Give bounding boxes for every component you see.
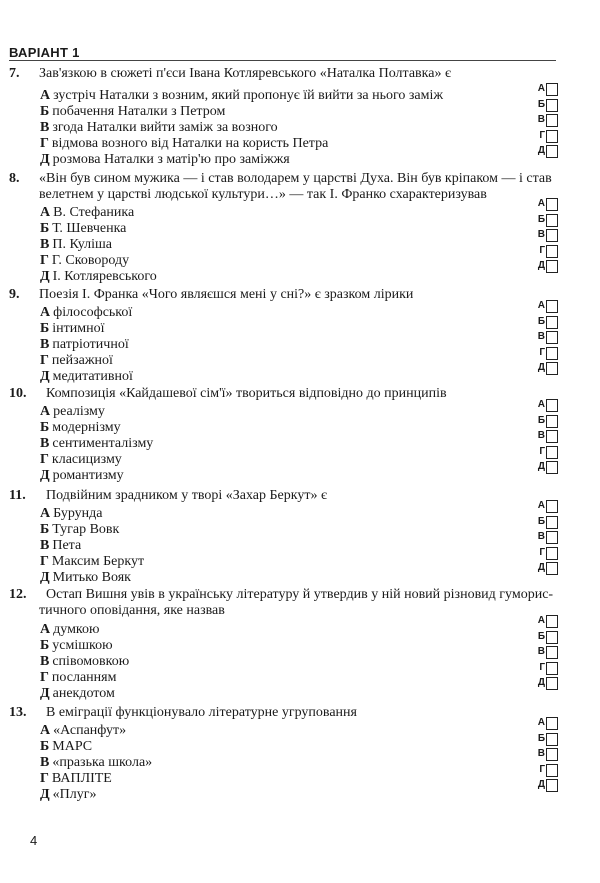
- option-letter: Г: [40, 670, 49, 685]
- answer-checkbox[interactable]: [546, 430, 558, 443]
- answer-checkbox[interactable]: [546, 83, 558, 96]
- question-stem: [9, 66, 556, 82]
- answer-box-letter: Г: [539, 244, 545, 256]
- answer-box-letter: Д: [537, 260, 545, 271]
- answer-box[interactable]: [535, 733, 558, 747]
- answer-box-letter: А: [537, 615, 545, 626]
- answer-box-letter: Б: [537, 732, 545, 744]
- answer-option: [40, 88, 443, 104]
- answer-option: [40, 436, 153, 452]
- answer-option: [40, 622, 99, 638]
- answer-checkbox[interactable]: [546, 99, 558, 112]
- answer-option: [40, 686, 115, 702]
- answer-box[interactable]: [535, 229, 558, 243]
- answer-box[interactable]: [535, 615, 558, 629]
- answer-checkbox[interactable]: [546, 717, 558, 730]
- answer-box-letter: В: [537, 430, 545, 441]
- option-text: МАРС: [52, 739, 93, 754]
- answer-box[interactable]: [535, 516, 558, 530]
- answer-box-letter: В: [537, 748, 545, 759]
- answer-checkbox[interactable]: [546, 198, 558, 211]
- answer-option: [40, 468, 124, 484]
- answer-checkbox[interactable]: [546, 779, 558, 792]
- answer-box[interactable]: [535, 748, 558, 762]
- answer-box[interactable]: [535, 399, 558, 413]
- option-letter: А: [40, 404, 51, 419]
- option-text: розмова Наталки з матір'ю про заміжжя: [52, 152, 290, 167]
- answer-checkbox[interactable]: [546, 764, 558, 777]
- answer-option: [40, 554, 144, 570]
- question-number: 10.: [9, 386, 27, 401]
- answer-box[interactable]: [535, 677, 558, 691]
- option-letter: Б: [40, 104, 50, 119]
- answer-option: [40, 237, 112, 253]
- question-text: Подвійним зрадником у творі «Захар Беркут» є: [46, 488, 327, 503]
- option-text: Максим Беркут: [51, 554, 145, 569]
- answer-option: [40, 221, 126, 237]
- answer-checkbox[interactable]: [546, 646, 558, 659]
- answer-box[interactable]: [535, 415, 558, 429]
- answer-box-letter: Г: [539, 661, 545, 673]
- answer-box-letter: А: [537, 717, 545, 728]
- answer-box[interactable]: [535, 300, 558, 314]
- option-letter: А: [40, 622, 51, 637]
- answer-checkbox[interactable]: [546, 677, 558, 690]
- answer-box-letter: Г: [539, 346, 545, 358]
- answer-option: [40, 538, 81, 554]
- answer-option: [40, 638, 113, 654]
- answer-box-letter: Б: [537, 213, 545, 225]
- answer-box[interactable]: [535, 547, 558, 561]
- option-text: відмова возного від Наталки на користь Петра: [51, 136, 329, 151]
- answer-option: [40, 305, 132, 321]
- answer-box-letter: В: [537, 114, 545, 125]
- option-letter: Г: [40, 452, 49, 467]
- option-text: «празька школа»: [52, 755, 153, 770]
- answer-box-letter: А: [537, 300, 545, 311]
- question-text-continued: тичного оповідання, яке назвав: [39, 603, 225, 618]
- option-text: патріотичної: [52, 337, 129, 352]
- option-letter: Д: [40, 686, 50, 701]
- option-letter: Б: [40, 739, 50, 754]
- option-text: Г. Сковороду: [51, 253, 130, 268]
- answer-box[interactable]: [535, 646, 558, 660]
- option-text: зустріч Наталки з возним, який пропонує їй вийти за нього заміж: [53, 88, 444, 103]
- question-text: Поезія І. Франка «Чого являєшся мені у сні?» є зразком лірики: [39, 287, 414, 302]
- answer-box[interactable]: [535, 500, 558, 514]
- option-text: згода Наталки вийти заміж за возного: [52, 120, 278, 135]
- question-text: Остап Вишня увів в українську літературу й утвердив у ній новий різновид гуморис-: [46, 587, 554, 602]
- answer-checkbox[interactable]: [546, 331, 558, 344]
- answer-box-letter: А: [537, 399, 545, 410]
- option-letter: Б: [40, 522, 50, 537]
- answer-box-letter: А: [537, 83, 545, 94]
- question-stem: [9, 587, 556, 619]
- option-letter: В: [40, 120, 50, 135]
- answer-checkbox[interactable]: [546, 245, 558, 258]
- answer-box[interactable]: [535, 430, 558, 444]
- answer-box[interactable]: [535, 260, 558, 274]
- option-letter: В: [40, 337, 50, 352]
- option-text: модернізму: [52, 420, 121, 435]
- answer-checkbox[interactable]: [546, 461, 558, 474]
- option-text: І. Котляревського: [52, 269, 157, 284]
- answer-box[interactable]: [535, 362, 558, 376]
- option-letter: Г: [40, 554, 49, 569]
- option-text: Т. Шевченка: [52, 221, 127, 236]
- answer-option: [40, 353, 113, 369]
- option-letter: Д: [40, 369, 50, 384]
- option-text: ВАПЛІТЕ: [51, 771, 112, 786]
- answer-checkbox[interactable]: [546, 316, 558, 329]
- answer-option: [40, 104, 225, 120]
- question-text: «Він був сином мужика — і став володарем у царстві Духа. Він був кріпаком — і став: [39, 171, 552, 186]
- option-letter: В: [40, 538, 50, 553]
- answer-box-letter: В: [537, 531, 545, 542]
- answer-box[interactable]: [535, 531, 558, 545]
- option-letter: В: [40, 436, 50, 451]
- answer-box-letter: Б: [537, 515, 545, 527]
- option-text: інтимної: [52, 321, 105, 336]
- option-text: посланням: [51, 670, 117, 685]
- answer-checkbox[interactable]: [546, 662, 558, 675]
- option-text: «Аспанфут»: [53, 723, 127, 738]
- answer-box[interactable]: [535, 316, 558, 330]
- answer-box[interactable]: [535, 331, 558, 345]
- answer-checkbox[interactable]: [546, 733, 558, 746]
- question-text: Зав'язкою в сюжеті п'єси Івана Котляревського «Наталка Полтавка» є: [39, 66, 451, 81]
- option-text: усмішкою: [52, 638, 113, 653]
- answer-box-letter: Д: [537, 562, 545, 573]
- option-letter: Д: [40, 152, 50, 167]
- option-text: «Плуг»: [52, 787, 97, 802]
- question-text: Композиція «Кайдашевої сім'ї» твориться відповідно до принципів: [46, 386, 447, 401]
- option-text: філософської: [53, 305, 133, 320]
- answer-option: [40, 205, 134, 221]
- answer-box-letter: Д: [537, 677, 545, 688]
- answer-checkbox[interactable]: [546, 615, 558, 628]
- option-letter: А: [40, 205, 51, 220]
- answer-box[interactable]: [535, 99, 558, 113]
- answer-option: [40, 337, 129, 353]
- option-text: реалізму: [53, 404, 105, 419]
- answer-checkbox[interactable]: [546, 547, 558, 560]
- answer-box-letter: Г: [539, 129, 545, 141]
- answer-box-letter: В: [537, 646, 545, 657]
- option-text: співомовкою: [52, 654, 130, 669]
- answer-checkbox[interactable]: [546, 229, 558, 242]
- answer-option: [40, 369, 133, 385]
- question-number: 13.: [9, 705, 27, 720]
- answer-checkbox[interactable]: [546, 347, 558, 360]
- answer-box-letter: Г: [539, 445, 545, 457]
- option-text: пейзажної: [51, 353, 113, 368]
- answer-box[interactable]: [535, 631, 558, 645]
- option-letter: Д: [40, 570, 50, 585]
- option-letter: А: [40, 506, 51, 521]
- answer-box[interactable]: [535, 347, 558, 361]
- answer-option: [40, 420, 121, 436]
- option-letter: Б: [40, 321, 50, 336]
- answer-checkbox[interactable]: [546, 114, 558, 127]
- page-number: 4: [30, 833, 38, 848]
- answer-checkbox[interactable]: [546, 531, 558, 544]
- answer-box[interactable]: [535, 214, 558, 228]
- option-text: сентименталізму: [52, 436, 154, 451]
- answer-box[interactable]: [535, 145, 558, 159]
- answer-box[interactable]: [535, 717, 558, 731]
- answer-box-letter: Д: [537, 145, 545, 156]
- option-letter: Г: [40, 771, 49, 786]
- answer-checkbox[interactable]: [546, 300, 558, 313]
- answer-box[interactable]: [535, 779, 558, 793]
- option-text: побачення Наталки з Петром: [52, 104, 226, 119]
- answer-box-letter: В: [537, 331, 545, 342]
- answer-option: [40, 755, 152, 771]
- question-number: 9.: [9, 287, 20, 302]
- answer-option: [40, 452, 122, 468]
- question-stem: [9, 171, 556, 203]
- question-number: 8.: [9, 171, 20, 186]
- answer-checkbox[interactable]: [546, 631, 558, 644]
- answer-checkbox[interactable]: [546, 516, 558, 529]
- question-stem: [9, 488, 556, 504]
- option-letter: В: [40, 755, 50, 770]
- answer-box[interactable]: [535, 562, 558, 576]
- answer-box[interactable]: [535, 130, 558, 144]
- option-letter: Д: [40, 269, 50, 284]
- question-stem: [9, 287, 556, 303]
- option-text: Митько Вояк: [52, 570, 131, 585]
- answer-option: [40, 787, 96, 803]
- option-text: Тугар Вовк: [52, 522, 120, 537]
- answer-box-letter: Д: [537, 779, 545, 790]
- option-letter: А: [40, 88, 51, 103]
- option-letter: В: [40, 237, 50, 252]
- option-text: В. Стефаника: [53, 205, 135, 220]
- answer-checkbox[interactable]: [546, 748, 558, 761]
- option-letter: Б: [40, 638, 50, 653]
- option-text: Бурунда: [53, 506, 103, 521]
- answer-checkbox[interactable]: [546, 260, 558, 273]
- answer-option: [40, 670, 116, 686]
- answer-box-letter: А: [537, 198, 545, 209]
- answer-option: [40, 253, 129, 269]
- variant-header: ВАРІАНТ 1: [9, 45, 80, 60]
- question-number: 7.: [9, 66, 20, 81]
- answer-box-letter: Б: [537, 630, 545, 642]
- option-letter: Г: [40, 136, 49, 151]
- answer-box-letter: Д: [537, 362, 545, 373]
- option-text: Пета: [52, 538, 82, 553]
- option-letter: А: [40, 723, 51, 738]
- answer-box[interactable]: [535, 461, 558, 475]
- answer-box[interactable]: [535, 198, 558, 212]
- question-text-continued: велетнем у царстві людської культури…» — так І. Франко схарактеризував: [39, 187, 487, 202]
- option-letter: Д: [40, 787, 50, 802]
- answer-box[interactable]: [535, 662, 558, 676]
- answer-option: [40, 723, 126, 739]
- answer-option: [40, 404, 105, 420]
- answer-checkbox[interactable]: [546, 415, 558, 428]
- answer-option: [40, 136, 328, 152]
- answer-box-letter: А: [537, 500, 545, 511]
- answer-box-letter: В: [537, 229, 545, 240]
- option-text: класицизму: [51, 452, 122, 467]
- option-letter: Д: [40, 468, 50, 483]
- answer-option: [40, 152, 290, 168]
- answer-checkbox[interactable]: [546, 130, 558, 143]
- answer-box-letter: Г: [539, 763, 545, 775]
- answer-box[interactable]: [535, 83, 558, 97]
- answer-option: [40, 522, 119, 538]
- answer-option: [40, 321, 105, 337]
- answer-checkbox[interactable]: [546, 214, 558, 227]
- option-letter: Г: [40, 353, 49, 368]
- answer-checkbox[interactable]: [546, 145, 558, 158]
- option-text: думкою: [53, 622, 100, 637]
- answer-box-letter: Б: [537, 315, 545, 327]
- answer-box[interactable]: [535, 245, 558, 259]
- answer-option: [40, 120, 278, 136]
- answer-box-letter: Д: [537, 461, 545, 472]
- option-letter: Б: [40, 221, 50, 236]
- option-text: романтизму: [52, 468, 124, 483]
- option-text: П. Куліша: [52, 237, 112, 252]
- question-number: 12.: [9, 587, 27, 602]
- answer-box[interactable]: [535, 114, 558, 128]
- answer-option: [40, 739, 92, 755]
- answer-box-letter: Г: [539, 546, 545, 558]
- answer-box-letter: Б: [537, 98, 545, 110]
- answer-checkbox[interactable]: [546, 362, 558, 375]
- option-letter: Г: [40, 253, 49, 268]
- option-text: анекдотом: [52, 686, 115, 701]
- answer-checkbox[interactable]: [546, 500, 558, 513]
- answer-option: [40, 771, 112, 787]
- header-rule: [9, 60, 556, 61]
- answer-box[interactable]: [535, 764, 558, 778]
- answer-checkbox[interactable]: [546, 562, 558, 575]
- answer-option: [40, 269, 157, 285]
- question-stem: [9, 705, 556, 721]
- answer-option: [40, 570, 131, 586]
- answer-option: [40, 506, 102, 522]
- question-text: В еміграції функціонувало літературне угруповання: [46, 705, 357, 720]
- option-text: медитативної: [52, 369, 133, 384]
- option-letter: А: [40, 305, 51, 320]
- answer-box-letter: Б: [537, 414, 545, 426]
- answer-option: [40, 654, 129, 670]
- question-number: 11.: [9, 488, 26, 503]
- answer-checkbox[interactable]: [546, 399, 558, 412]
- option-letter: В: [40, 654, 50, 669]
- option-letter: Б: [40, 420, 50, 435]
- answer-checkbox[interactable]: [546, 446, 558, 459]
- question-stem: [9, 386, 556, 402]
- answer-box[interactable]: [535, 446, 558, 460]
